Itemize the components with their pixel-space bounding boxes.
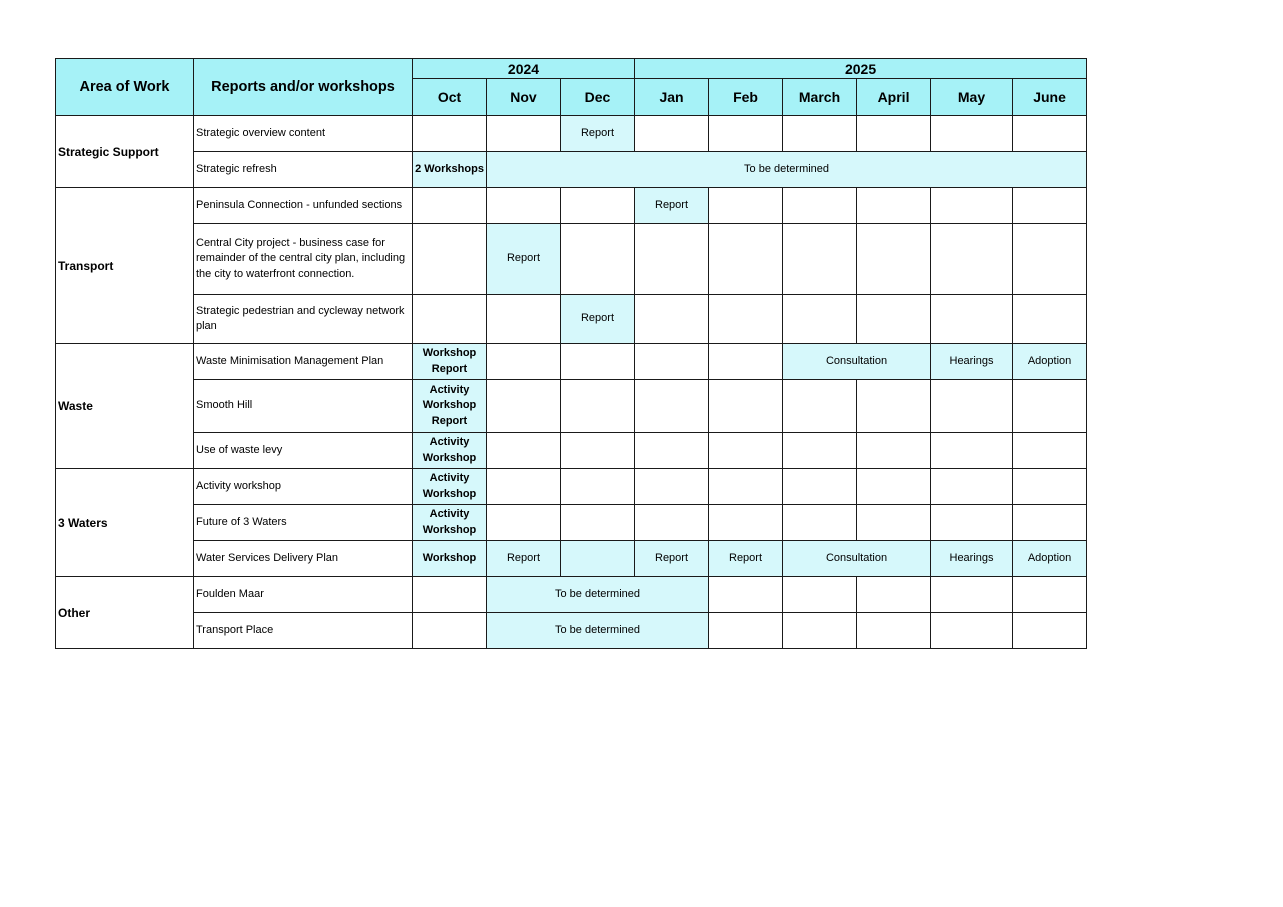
cell: [635, 295, 709, 344]
cell: [487, 116, 561, 152]
cell: [635, 380, 709, 433]
cell-adoption: Adoption: [1013, 541, 1087, 577]
table-row: [56, 344, 1087, 380]
area-strategic-support: Strategic Support: [56, 116, 194, 188]
cell: [931, 380, 1013, 433]
cell: [857, 469, 931, 505]
cell: [783, 224, 857, 295]
header-month-jan: Jan: [635, 79, 709, 116]
cell: [709, 577, 783, 613]
item-label: Future of 3 Waters: [194, 505, 413, 541]
table-row: [56, 152, 1087, 188]
cell-hearings: Hearings: [931, 541, 1013, 577]
cell: [413, 188, 487, 224]
item-label: Foulden Maar: [194, 577, 413, 613]
cell: [413, 295, 487, 344]
cell: [635, 469, 709, 505]
cell: [709, 505, 783, 541]
cell: [709, 116, 783, 152]
item-label: Strategic refresh: [194, 152, 413, 188]
cell: [561, 224, 635, 295]
cell: [857, 613, 931, 649]
cell: [635, 505, 709, 541]
cell: [487, 469, 561, 505]
cell: [709, 224, 783, 295]
table-row: [56, 116, 1087, 152]
cell-report: Report: [709, 541, 783, 577]
header-month-dec: Dec: [561, 79, 635, 116]
cell: [783, 577, 857, 613]
cell: [487, 344, 561, 380]
cell-report: Report: [561, 295, 635, 344]
cell-report: Report: [487, 541, 561, 577]
cell: [931, 188, 1013, 224]
cell: [561, 541, 635, 577]
cell: [413, 116, 487, 152]
header-month-feb: Feb: [709, 79, 783, 116]
cell-workshop-report: [413, 344, 487, 380]
cell: [561, 505, 635, 541]
cell: [931, 295, 1013, 344]
cell-to-be-determined: To be determined: [487, 613, 709, 649]
table-row: [56, 541, 1087, 577]
cell: [783, 295, 857, 344]
cell: [487, 433, 561, 469]
cell: [857, 433, 931, 469]
cell: [1013, 295, 1087, 344]
cell-line: Report: [431, 362, 468, 375]
table-row: [56, 505, 1087, 541]
cell-report: Report: [561, 116, 635, 152]
cell: [931, 116, 1013, 152]
cell: [857, 577, 931, 613]
area-transport: Transport: [56, 188, 194, 344]
cell: [487, 380, 561, 433]
work-programme-table: [55, 58, 1087, 649]
cell: [413, 613, 487, 649]
cell: [1013, 577, 1087, 613]
cell: [783, 469, 857, 505]
cell: [561, 380, 635, 433]
cell: [1013, 380, 1087, 433]
cell: [1013, 613, 1087, 649]
cell: [783, 433, 857, 469]
cell-line: Report: [431, 414, 468, 427]
cell: [783, 505, 857, 541]
cell-line: Workshop: [422, 487, 477, 500]
table-row: [56, 188, 1087, 224]
table-row: [56, 295, 1087, 344]
area-3-waters: 3 Waters: [56, 469, 194, 577]
table-row: [56, 577, 1087, 613]
cell-workshops: 2 Workshops: [413, 152, 487, 188]
cell-line: Workshop: [422, 399, 477, 412]
header-month-june: June: [1013, 79, 1087, 116]
cell: [561, 188, 635, 224]
cell: [783, 116, 857, 152]
cell-report: Report: [635, 188, 709, 224]
cell: [783, 188, 857, 224]
cell: [561, 469, 635, 505]
cell: [709, 380, 783, 433]
cell: [561, 433, 635, 469]
cell: [709, 188, 783, 224]
cell: [413, 224, 487, 295]
area-waste: Waste: [56, 344, 194, 469]
cell: [783, 380, 857, 433]
item-label: Transport Place: [194, 613, 413, 649]
cell-line: Workshop: [422, 523, 477, 536]
cell: [487, 188, 561, 224]
item-label: Central City project - business case for remainder of the central city plan, including the city to waterfront connection.: [194, 224, 413, 295]
cell: [635, 344, 709, 380]
cell-activity-workshop: [413, 433, 487, 469]
cell-line: Workshop: [422, 451, 477, 464]
cell: [709, 469, 783, 505]
cell: [1013, 116, 1087, 152]
cell: [487, 505, 561, 541]
cell: [857, 188, 931, 224]
cell-activity-workshop: [413, 505, 487, 541]
cell-line: Activity: [429, 472, 470, 484]
cell-to-be-determined: To be determined: [487, 577, 709, 613]
item-label: Strategic pedestrian and cycleway network plan: [194, 295, 413, 344]
item-label: Strategic overview content: [194, 116, 413, 152]
item-label: Peninsula Connection - unfunded sections: [194, 188, 413, 224]
item-label: Smooth Hill: [194, 380, 413, 433]
cell: [857, 116, 931, 152]
table-row: [56, 613, 1087, 649]
cell-consultation: Consultation: [783, 344, 931, 380]
table-row: [56, 380, 1087, 433]
cell-report: Report: [487, 224, 561, 295]
header-month-march: March: [783, 79, 857, 116]
header-year-2025: 2025: [635, 59, 1087, 79]
cell-hearings: Hearings: [931, 344, 1013, 380]
cell: [931, 469, 1013, 505]
cell: [931, 433, 1013, 469]
cell: [857, 380, 931, 433]
cell: [931, 505, 1013, 541]
header-month-nov: Nov: [487, 79, 561, 116]
cell: [709, 433, 783, 469]
cell-line: Activity: [429, 436, 470, 448]
cell: [931, 577, 1013, 613]
cell-to-be-determined: To be determined: [487, 152, 1087, 188]
header-month-may: May: [931, 79, 1013, 116]
header-year-2024: 2024: [413, 59, 635, 79]
header-month-oct: Oct: [413, 79, 487, 116]
cell-workshop: Workshop: [413, 541, 487, 577]
item-label: Use of waste levy: [194, 433, 413, 469]
cell: [709, 344, 783, 380]
table-row: [56, 433, 1087, 469]
cell-activity-workshop: [413, 469, 487, 505]
table-row: [56, 469, 1087, 505]
item-label: Waste Minimisation Management Plan: [194, 344, 413, 380]
cell: [857, 295, 931, 344]
cell: [857, 505, 931, 541]
cell: [1013, 505, 1087, 541]
cell-report: Report: [635, 541, 709, 577]
cell: [709, 295, 783, 344]
header-reports-workshops: Reports and/or workshops: [194, 59, 413, 116]
cell-adoption: Adoption: [1013, 344, 1087, 380]
cell-line: Workshop: [422, 347, 477, 359]
item-label: Water Services Delivery Plan: [194, 541, 413, 577]
cell: [1013, 469, 1087, 505]
cell-consultation: Consultation: [783, 541, 931, 577]
cell: [931, 613, 1013, 649]
cell: [1013, 433, 1087, 469]
area-other: Other: [56, 577, 194, 649]
cell: [709, 613, 783, 649]
cell-line: Activity: [429, 508, 470, 520]
table-row: [56, 224, 1087, 295]
cell: [1013, 224, 1087, 295]
cell: [561, 344, 635, 380]
item-label: Activity workshop: [194, 469, 413, 505]
header-month-april: April: [857, 79, 931, 116]
cell: [413, 577, 487, 613]
cell: [783, 613, 857, 649]
cell-activity-workshop-report: [413, 380, 487, 433]
cell: [857, 224, 931, 295]
cell: [1013, 188, 1087, 224]
cell: [931, 224, 1013, 295]
cell: [635, 116, 709, 152]
header-area-of-work: Area of Work: [56, 59, 194, 116]
cell: [487, 295, 561, 344]
cell: [635, 433, 709, 469]
cell-line: Activity: [429, 383, 470, 396]
cell: [635, 224, 709, 295]
